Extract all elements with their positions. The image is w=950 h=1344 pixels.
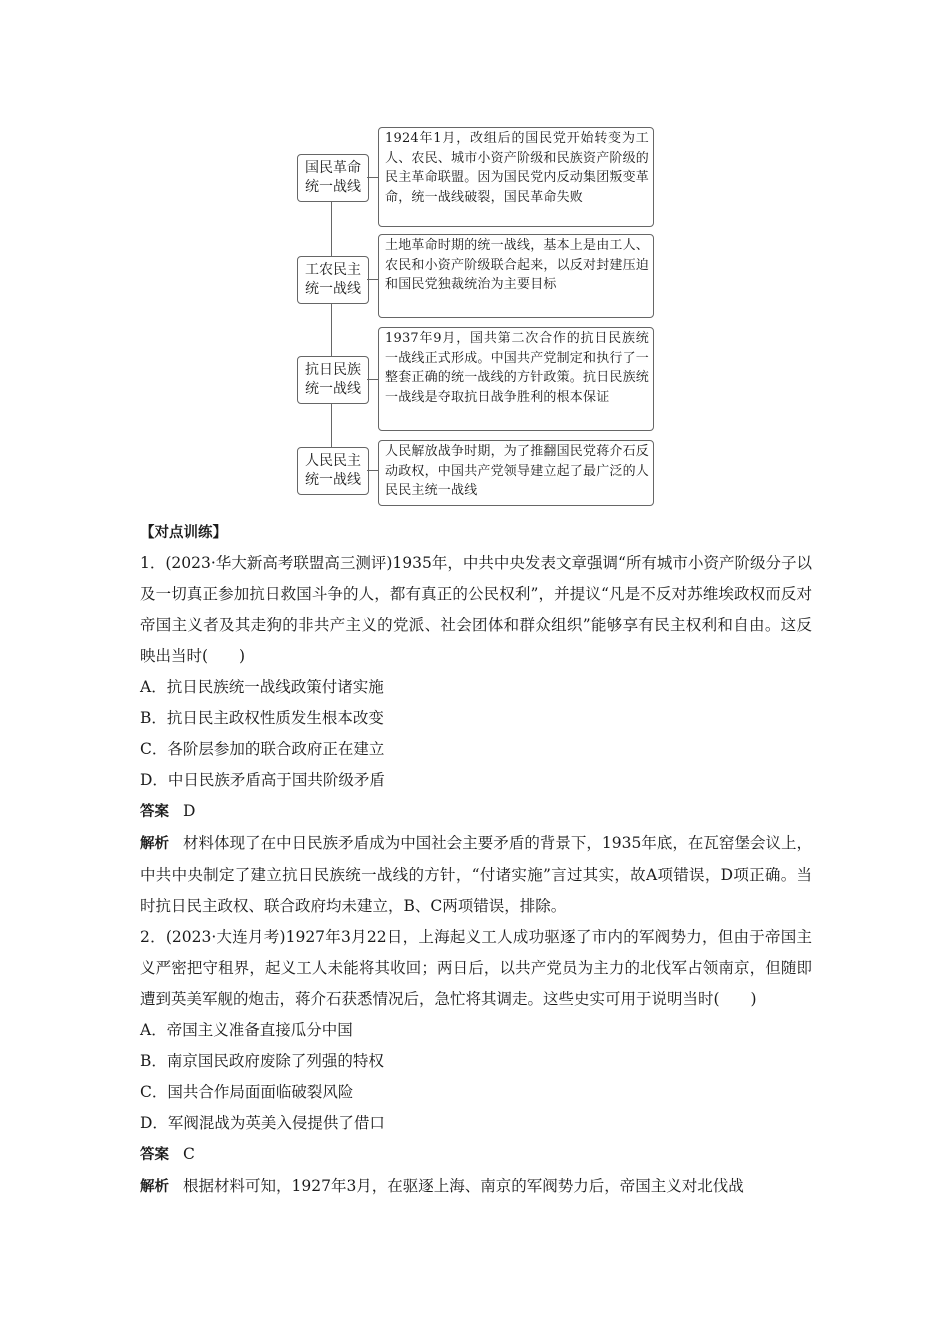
label-line1: 国民革命 (305, 160, 361, 176)
exercise-section (140, 518, 812, 1203)
label-box-anti-japanese (297, 356, 369, 404)
option-b: B．南京国民政府废除了列强的特权 (140, 1052, 384, 1070)
label-box-national-revolution (297, 154, 369, 202)
label-line1: 人民民主 (305, 453, 361, 469)
desc-box-peoples-democratic: 人民解放战争时期，为了推翻国民党蒋介石反动政权，中国共产党领导建立起了最广泛的人民民主统一战线 (378, 440, 654, 506)
label-line1: 抗日民族 (305, 362, 361, 378)
answer-label: 答案 (140, 1147, 169, 1163)
label-box-peoples-democratic (297, 447, 369, 495)
label-line2: 统一战线 (305, 179, 361, 195)
question-stem: 2．(2023·大连月考)1927年3月22日，上海起义工人成功驱逐了市内的军阀势力，但由于帝国主义严密把守租界，起义工人未能将其收回；两日后，以共产党员为主力的北伐军占领南京，但随即遭到英美军舰的炮击，蒋介石获悉情况后，急忙将其调走。这些史实可用于说明当时( ) (140, 928, 812, 1008)
analysis-text: 材料体现了在中日民族矛盾成为中国社会主要矛盾的背景下，1935年底，在瓦窑堡会议上，中共中央制定了建立抗日民族统一战线的方针，“付诸实施”言过其实，故A项错误，D项正确。当时抗日民主政权、联合政府均未建立，B、C两项错误，排除。 (140, 834, 812, 915)
answer-value: D (183, 802, 196, 820)
connector (367, 470, 378, 471)
analysis-label: 解析 (140, 1179, 169, 1195)
question-1 (140, 548, 812, 922)
answer-label: 答案 (140, 804, 169, 820)
answer-line (140, 796, 812, 828)
option-d: D．军阀混战为英美入侵提供了借口 (140, 1114, 385, 1132)
analysis-text: 根据材料可知，1927年3月，在驱逐上海、南京的军阀势力后，帝国主义对北伐战 (183, 1177, 744, 1195)
diagram-connector-line (331, 200, 332, 447)
option-a: A．抗日民族统一战线政策付诸实施 (140, 678, 384, 696)
answer-value: C (183, 1145, 195, 1163)
option-c: C．国共合作局面面临破裂风险 (140, 1083, 354, 1101)
answer-line (140, 1139, 812, 1171)
option-c: C．各阶层参加的联合政府正在建立 (140, 740, 385, 758)
label-line2: 统一战线 (305, 381, 361, 397)
analysis-line (140, 1171, 812, 1203)
analysis-line (140, 828, 812, 922)
desc-box-anti-japanese: 1937年9月，国共第二次合作的抗日民族统一战线正式形成。中国共产党制定和执行了一整套正确的统一战线的方针政策。抗日民族统一战线是夺取抗日战争胜利的根本保证 (378, 327, 654, 431)
desc-box-national-revolution: 1924年1月，改组后的国民党开始转变为工人、农民、城市小资产阶级和民族资产阶级的民主革命联盟。因为国民党内反动集团叛变革命，统一战线破裂，国民革命失败 (378, 127, 654, 227)
connector (367, 379, 378, 380)
label-box-worker-peasant (297, 256, 369, 304)
label-line1: 工农民主 (305, 262, 361, 278)
section-title: 【对点训练】 (140, 525, 227, 541)
connector (367, 177, 378, 178)
connector (367, 279, 378, 280)
question-stem: 1．(2023·华大新高考联盟高三测评)1935年，中共中央发表文章强调“所有城市小资产阶级分子以及一切真正参加抗日救国斗争的人，都有真正的公民权利”，并提议“凡是不反对苏维埃政权而反对帝国主义者及其走狗的非共产主义的党派、社会团体和群众组织”能够享有民主权利和自由。这反映出当时( ) (140, 554, 812, 665)
option-a: A．帝国主义准备直接瓜分中国 (140, 1021, 353, 1039)
option-b: B．抗日民主政权性质发生根本改变 (140, 709, 384, 727)
option-d: D．中日民族矛盾高于国共阶级矛盾 (140, 771, 385, 789)
question-2 (140, 922, 812, 1203)
label-line2: 统一战线 (305, 281, 361, 297)
label-line2: 统一战线 (305, 472, 361, 488)
united-front-diagram (0, 0, 950, 520)
desc-box-worker-peasant: 土地革命时期的统一战线，基本上是由工人、农民和小资产阶级联合起来，以反对封建压迫和国民党独裁统治为主要目标 (378, 234, 654, 318)
analysis-label: 解析 (140, 836, 170, 852)
